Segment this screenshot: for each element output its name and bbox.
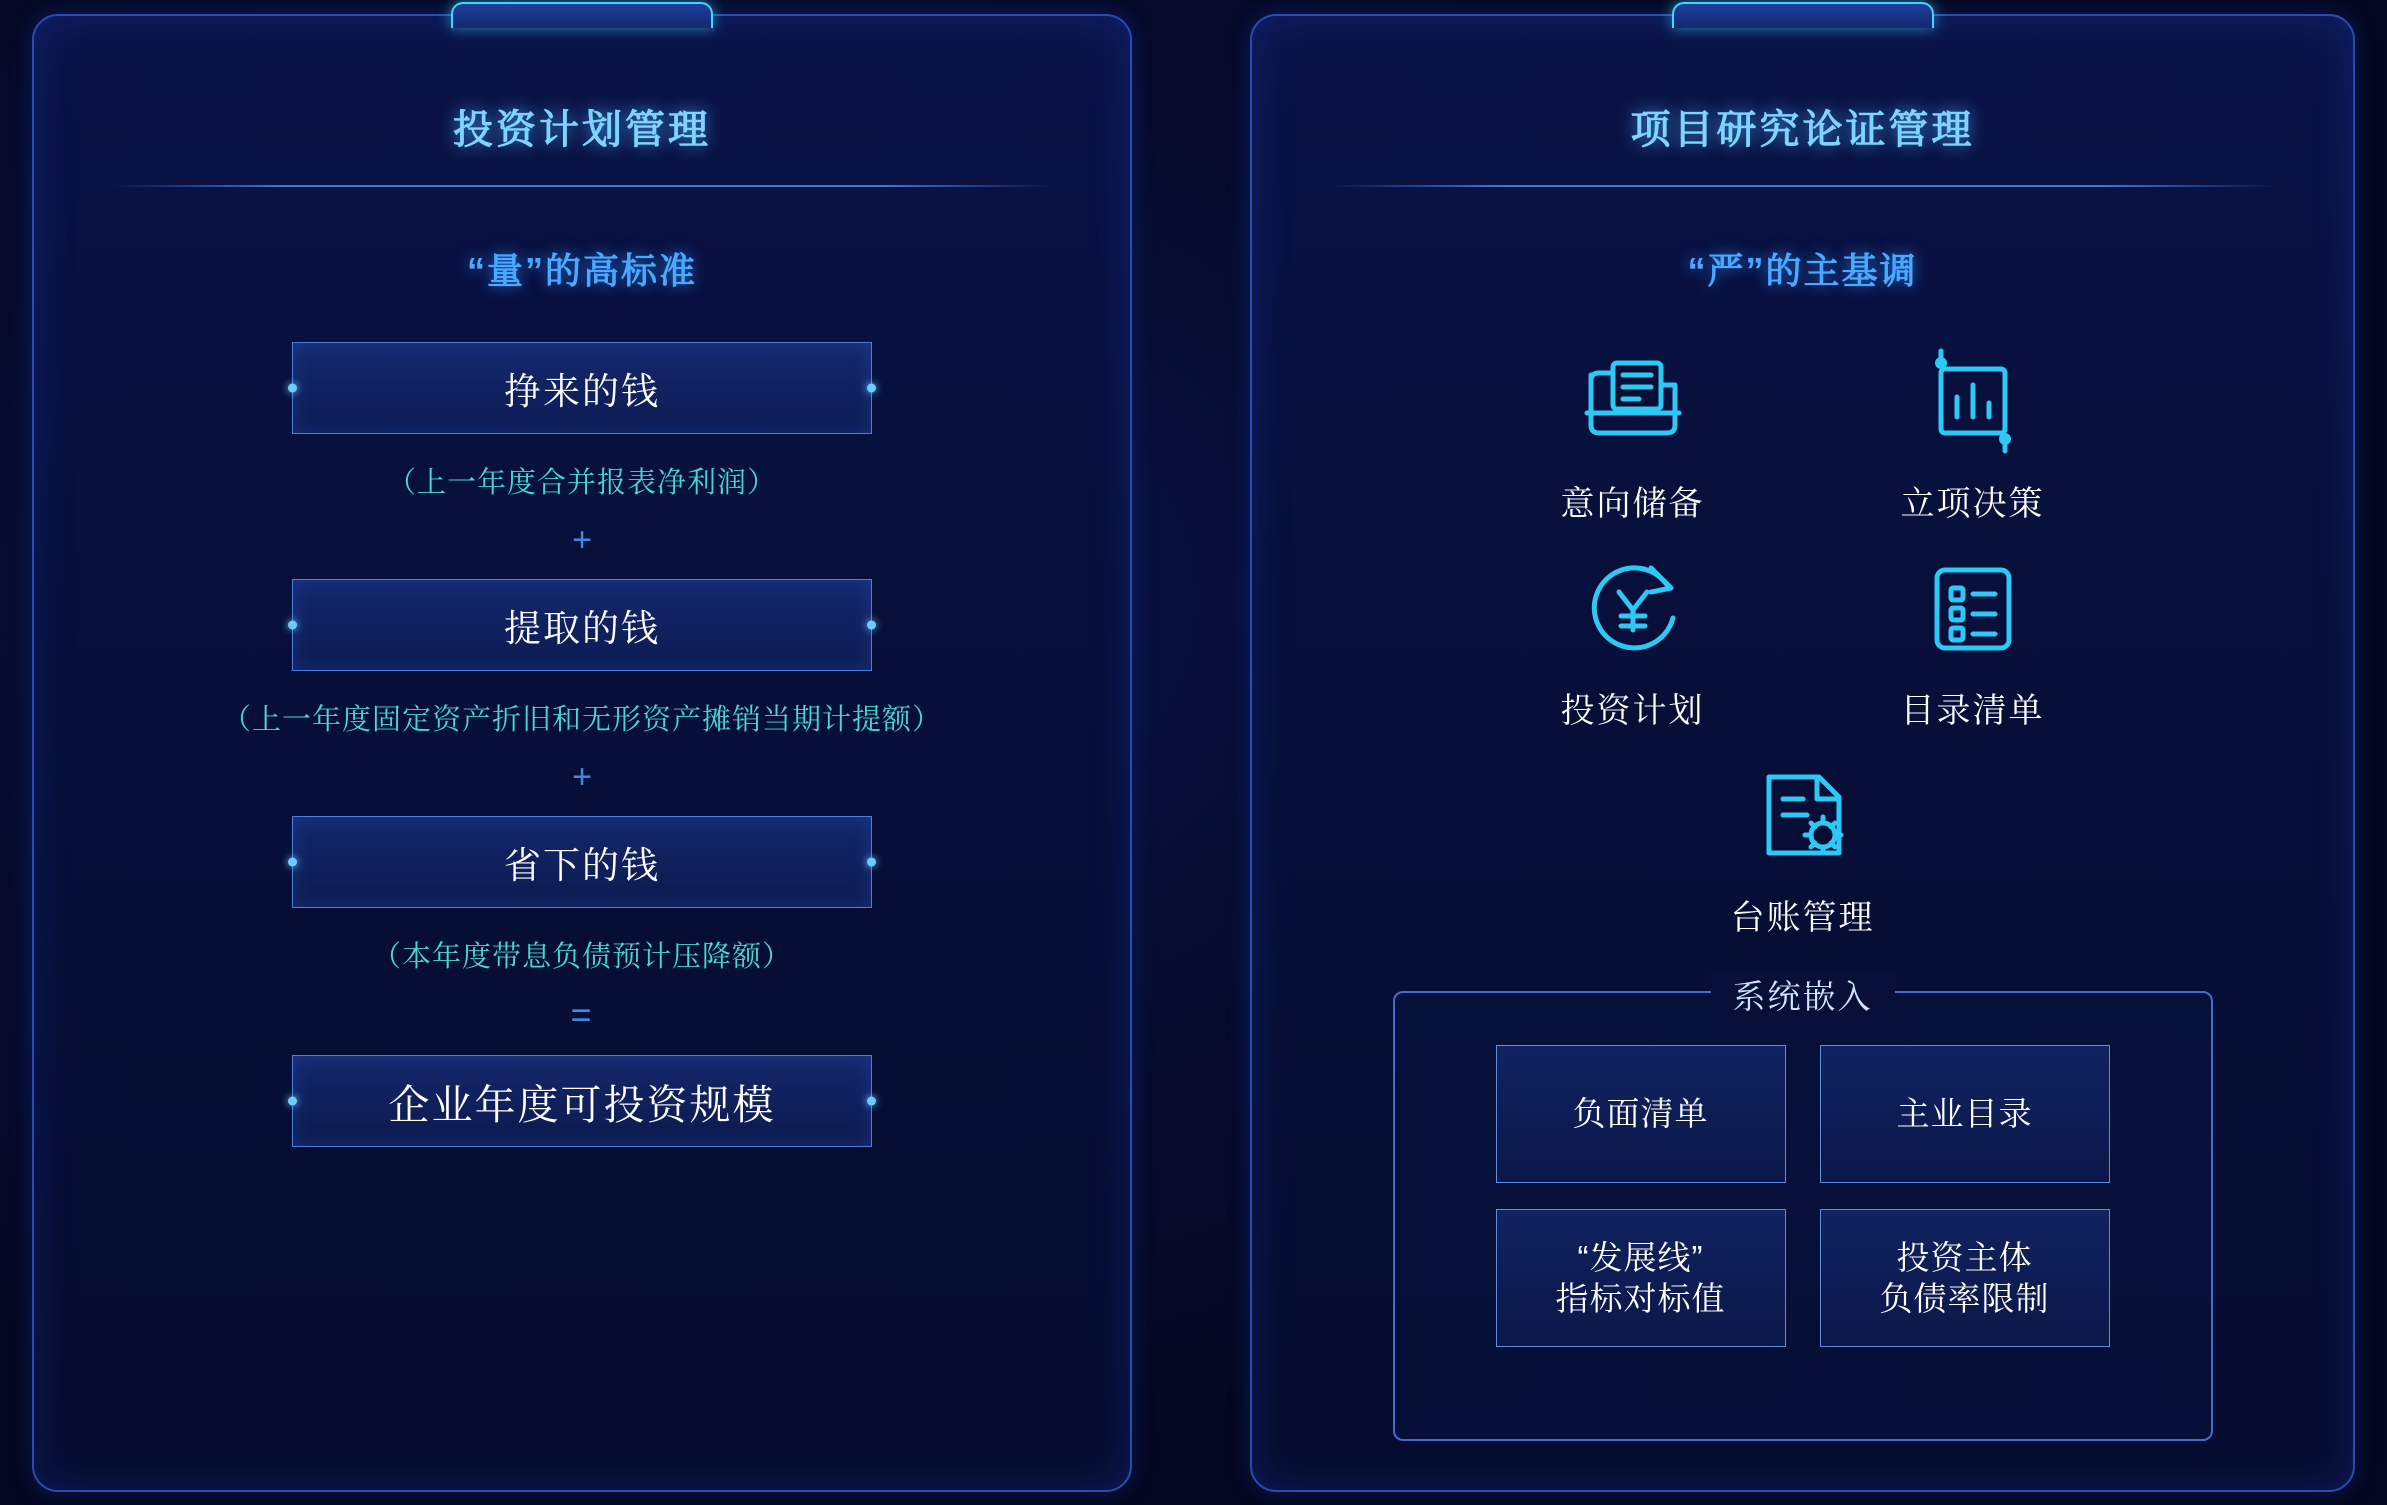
left-title-divider (111, 185, 1054, 187)
flow-box-label: 省下的钱 (504, 845, 660, 886)
flow-box-label: 提取的钱 (504, 608, 660, 649)
connector-dot-left-icon (288, 858, 297, 867)
left-panel-subtitle: “量”的高标准 (466, 250, 697, 291)
flow-note-saved: （本年度带息负债预计压降额） (371, 941, 792, 973)
system-embedded-grid (1395, 1045, 2211, 1347)
yuan-refresh-icon (1573, 543, 1693, 673)
embed-item-debt-ratio-limit[interactable] (1820, 1209, 2110, 1347)
embed-item-negative-list[interactable] (1496, 1045, 1786, 1183)
connector-dot-left-icon (288, 1097, 297, 1106)
flow-box-result (292, 1055, 872, 1147)
flow-note-depreciation: （上一年度固定资产折旧和无形资产摊销当期计提额） (221, 704, 942, 736)
module-item-project-decision[interactable] (1833, 336, 2113, 525)
investment-formula-flow (34, 342, 1130, 1147)
connector-dot-right-icon (867, 858, 876, 867)
right-panel-title: 项目研究论证管理 (1630, 108, 1975, 152)
folder-document-icon (1573, 336, 1693, 466)
flow-operator-2: + (572, 758, 592, 796)
embed-item-line2: 指标对标值 (1555, 1280, 1726, 1317)
flow-operator-3: = (570, 994, 594, 1035)
embed-item-line1: 投资主体 (1896, 1238, 2033, 1276)
investment-plan-panel (32, 14, 1132, 1492)
flow-operator-1: + (572, 521, 592, 559)
system-embedded-group (1393, 978, 2213, 1441)
panel-notch-right (1672, 2, 1934, 28)
module-item-ledger-management[interactable] (1663, 750, 1943, 939)
module-label: 投资计划 (1560, 692, 1705, 730)
module-item-intent-reserve[interactable] (1493, 336, 1773, 525)
embed-item-main-business-catalog[interactable] (1820, 1045, 2110, 1183)
module-item-catalog-list[interactable] (1833, 543, 2113, 732)
checklist-icon (1913, 543, 2033, 673)
connector-dot-left-icon (288, 621, 297, 630)
module-item-investment-plan[interactable] (1493, 543, 1773, 732)
module-label: 目录清单 (1900, 692, 2045, 730)
flow-box-saved (292, 816, 872, 908)
connector-dot-right-icon (867, 1097, 876, 1106)
flow-box-earned (292, 342, 872, 434)
module-icon-grid (1252, 336, 2353, 957)
embed-item-line1: 主业目录 (1896, 1095, 2033, 1133)
project-research-panel (1250, 14, 2355, 1492)
flow-note-earned: （上一年度合并报表净利润） (386, 467, 777, 499)
connector-dot-right-icon (867, 384, 876, 393)
system-embedded-legend: 系统嵌入 (1711, 971, 1895, 1018)
connector-dot-right-icon (867, 621, 876, 630)
flow-box-label: 挣来的钱 (504, 371, 660, 412)
module-label: 意向储备 (1560, 485, 1705, 523)
embed-item-line1: 负面清单 (1572, 1095, 1709, 1133)
flow-result-label: 企业年度可投资规模 (388, 1081, 776, 1128)
panel-notch-left (451, 2, 713, 28)
bar-chart-icon (1913, 336, 2033, 466)
embed-item-development-line[interactable] (1496, 1209, 1786, 1347)
embed-item-line2: 负债率限制 (1879, 1280, 2050, 1317)
module-label: 台账管理 (1730, 899, 1875, 937)
document-gear-icon (1743, 750, 1863, 880)
embed-item-line1: “发展线” (1577, 1238, 1704, 1276)
flow-box-depreciation (292, 579, 872, 671)
module-label: 立项决策 (1900, 485, 2045, 523)
left-panel-title: 投资计划管理 (453, 108, 711, 152)
connector-dot-left-icon (288, 384, 297, 393)
right-panel-subtitle: “严”的主基调 (1687, 250, 1918, 291)
right-title-divider (1329, 185, 2276, 187)
